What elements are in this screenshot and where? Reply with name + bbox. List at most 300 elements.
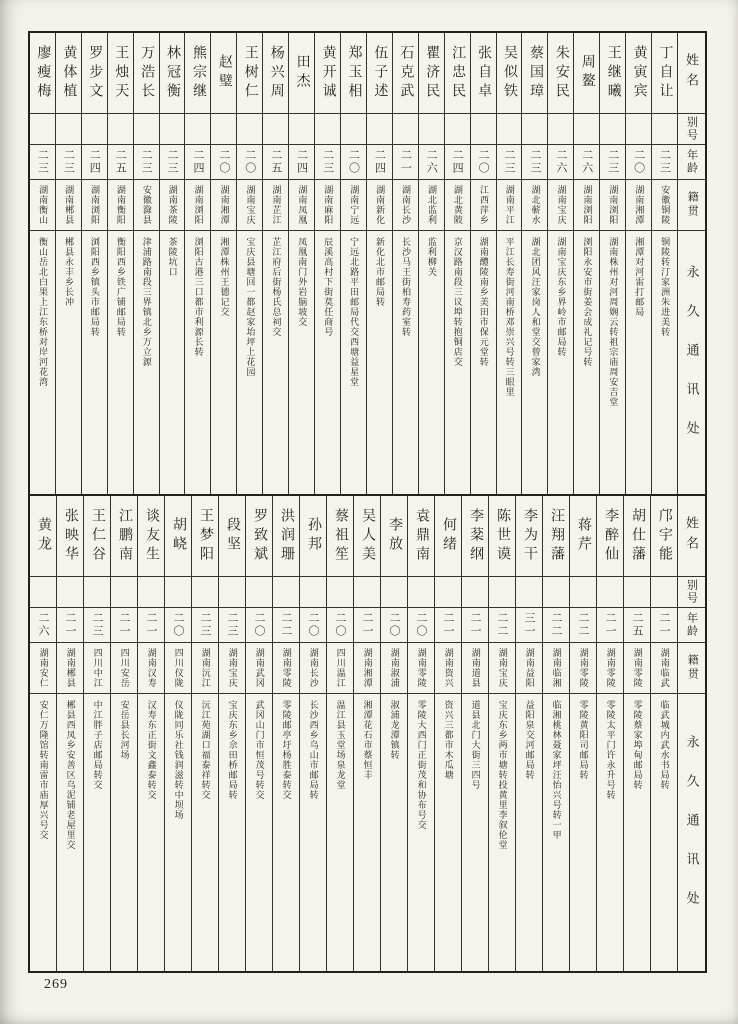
person-age: 二〇 bbox=[408, 608, 434, 643]
person-name: 田杰 bbox=[289, 33, 314, 114]
person-address: 零陵太平门许永升号转 bbox=[605, 700, 616, 800]
person-alias bbox=[138, 577, 164, 608]
person-name: 瞿济民 bbox=[419, 33, 444, 114]
person-name: 张映华 bbox=[57, 496, 83, 577]
person-alias bbox=[165, 577, 191, 608]
person-alias bbox=[273, 577, 299, 608]
person-native-place: 湖南资兴 bbox=[435, 643, 461, 694]
person-name: 熊宗继 bbox=[185, 33, 210, 114]
person-column bbox=[137, 496, 164, 971]
person-column bbox=[366, 33, 392, 494]
person-address: 宝庆东乡两市塘转投黄里李叙伦堂 bbox=[497, 700, 508, 850]
person-age: 二〇 bbox=[237, 145, 262, 180]
person-alias bbox=[219, 577, 245, 608]
person-native-place: 湖南浏阳 bbox=[574, 180, 599, 231]
person-column bbox=[392, 33, 418, 494]
person-alias bbox=[651, 577, 677, 608]
person-native-place: 湖南新化 bbox=[367, 180, 392, 231]
person-native-place: 湖北黄陂 bbox=[445, 180, 470, 231]
person-native-place: 湖南淑浦 bbox=[381, 643, 407, 694]
person-address: 中江胖子店邮局转交 bbox=[92, 700, 103, 790]
person-age: 二三 bbox=[315, 145, 340, 180]
person-name: 杨兴周 bbox=[263, 33, 288, 114]
person-alias bbox=[56, 114, 81, 145]
person-address: 湖南醴陵南乡美田市保元堂转 bbox=[478, 237, 489, 367]
person-name: 江鹏南 bbox=[111, 496, 137, 577]
person-address: 衡阳西乡铁广铺邮局转 bbox=[115, 237, 126, 337]
person-age: 二二 bbox=[543, 608, 569, 643]
person-column bbox=[245, 496, 272, 971]
person-alias bbox=[30, 114, 55, 145]
person-column bbox=[236, 33, 262, 494]
person-age: 二三 bbox=[134, 145, 159, 180]
person-alias bbox=[574, 114, 599, 145]
person-address: 衡山岳北白果上江东桥对岸河花湾 bbox=[38, 237, 49, 387]
person-address: 凤凰南门外岩脑坡交 bbox=[297, 237, 308, 327]
person-address: 零陵黄阳司邮局转 bbox=[578, 700, 589, 780]
person-age: 二四 bbox=[82, 145, 107, 180]
header-native-label: 籍贯 bbox=[678, 643, 705, 694]
person-name: 李为干 bbox=[516, 496, 542, 577]
person-age: 二三 bbox=[600, 145, 625, 180]
person-column bbox=[184, 33, 210, 494]
person-column bbox=[30, 496, 56, 971]
person-native-place: 湖南麻阳 bbox=[315, 180, 340, 231]
person-native-place: 四川中江 bbox=[84, 643, 110, 694]
person-age: 二三 bbox=[219, 608, 245, 643]
person-age: 二二 bbox=[273, 608, 299, 643]
person-name: 周鳌 bbox=[574, 33, 599, 114]
person-address: 监利柳关 bbox=[426, 237, 437, 277]
person-alias bbox=[246, 577, 272, 608]
person-name: 袁鼎南 bbox=[408, 496, 434, 577]
person-age: 二〇 bbox=[165, 608, 191, 643]
register-table-frame bbox=[28, 31, 707, 973]
person-column bbox=[133, 33, 159, 494]
person-column bbox=[288, 33, 314, 494]
person-column bbox=[56, 496, 83, 971]
person-column bbox=[83, 496, 110, 971]
bottom-person-columns bbox=[30, 496, 677, 971]
person-age: 二三 bbox=[522, 145, 547, 180]
person-alias bbox=[381, 577, 407, 608]
person-address: 湘潭对河雷打邮局 bbox=[634, 237, 645, 317]
person-native-place: 湖北监利 bbox=[419, 180, 444, 231]
person-alias bbox=[108, 114, 133, 145]
person-alias bbox=[237, 114, 262, 145]
person-alias bbox=[367, 114, 392, 145]
person-age: 二二 bbox=[570, 608, 596, 643]
register-bottom-section bbox=[30, 496, 705, 971]
person-address: 茶陵坑口 bbox=[167, 237, 178, 277]
person-column bbox=[623, 496, 650, 971]
person-name: 王梦阳 bbox=[192, 496, 218, 577]
person-name: 吴人美 bbox=[354, 496, 380, 577]
person-address: 零陵蔡家埠甸邮局转 bbox=[632, 700, 643, 790]
person-native-place: 湖南宝庆 bbox=[548, 180, 573, 231]
person-column bbox=[299, 496, 326, 971]
person-column bbox=[515, 496, 542, 971]
person-column bbox=[496, 33, 522, 494]
person-native-place: 湖南浏阳 bbox=[82, 180, 107, 231]
person-age: 二一 bbox=[57, 608, 83, 643]
person-column bbox=[314, 33, 340, 494]
person-column bbox=[218, 496, 245, 971]
person-name: 李醉仙 bbox=[597, 496, 623, 577]
person-native-place: 四川温江 bbox=[327, 643, 353, 694]
person-column bbox=[542, 496, 569, 971]
person-address: 资兴三都市木瓜塘 bbox=[443, 700, 454, 780]
person-address: 临武城内武水书局转 bbox=[659, 700, 670, 790]
person-name: 江忠民 bbox=[445, 33, 470, 114]
person-name: 黄龙 bbox=[30, 496, 56, 577]
person-address: 汉寿东正街文鑫泰转交 bbox=[146, 700, 157, 800]
person-column bbox=[159, 33, 185, 494]
person-column bbox=[407, 496, 434, 971]
person-alias bbox=[543, 577, 569, 608]
person-native-place: 湖南沅江 bbox=[192, 643, 218, 694]
person-native-place: 四川仪陇 bbox=[165, 643, 191, 694]
person-age: 二〇 bbox=[246, 608, 272, 643]
person-column bbox=[262, 33, 288, 494]
person-native-place: 安徽铜陵 bbox=[652, 180, 677, 231]
person-age: 二三 bbox=[56, 145, 81, 180]
person-age: 二一 bbox=[393, 145, 418, 180]
header-column-bottom bbox=[677, 496, 705, 971]
person-column bbox=[191, 496, 218, 971]
person-age: 二六 bbox=[30, 608, 56, 643]
person-name: 罗步文 bbox=[82, 33, 107, 114]
person-column bbox=[488, 496, 515, 971]
person-name: 段坚 bbox=[219, 496, 245, 577]
person-name: 林冠衡 bbox=[160, 33, 185, 114]
person-age: 二六 bbox=[574, 145, 599, 180]
person-column bbox=[461, 496, 488, 971]
person-age: 二六 bbox=[548, 145, 573, 180]
person-column bbox=[55, 33, 81, 494]
person-alias bbox=[497, 114, 522, 145]
person-alias bbox=[624, 577, 650, 608]
person-column bbox=[444, 33, 470, 494]
person-native-place: 湖南道县 bbox=[462, 643, 488, 694]
person-age: 二二 bbox=[489, 608, 515, 643]
person-age: 二一 bbox=[597, 608, 623, 643]
person-alias bbox=[315, 114, 340, 145]
person-address: 平江长寿街河南桥邓崇兴号转三眼里 bbox=[504, 237, 515, 397]
top-person-columns bbox=[30, 33, 677, 494]
person-address: 宝庆东乡佘田桥邮局转 bbox=[227, 700, 238, 800]
person-name: 伍子述 bbox=[367, 33, 392, 114]
person-column bbox=[272, 496, 299, 971]
person-alias bbox=[445, 114, 470, 145]
person-column bbox=[110, 496, 137, 971]
person-address: 宝庆县塘回一都赵家坮坪上花园 bbox=[245, 237, 256, 377]
person-age: 二三 bbox=[84, 608, 110, 643]
person-name: 黄开诚 bbox=[315, 33, 340, 114]
person-address: 湘潭花石市蔡恒丰 bbox=[362, 700, 373, 780]
person-address: 长沙西乡乌山市邮局转 bbox=[308, 700, 319, 800]
person-native-place: 湖北蕲水 bbox=[522, 180, 547, 231]
person-name: 汪翔藩 bbox=[543, 496, 569, 577]
person-name: 洪润珊 bbox=[273, 496, 299, 577]
person-address: 郴县西凤乡安善区乌泥铺老屋里交 bbox=[65, 700, 76, 850]
person-native-place: 湖南郴县 bbox=[57, 643, 83, 694]
person-alias bbox=[289, 114, 314, 145]
person-native-place: 湖南汉寿 bbox=[138, 643, 164, 694]
person-name: 王继曦 bbox=[600, 33, 625, 114]
person-name: 蒋芹 bbox=[570, 496, 596, 577]
person-address: 临湘桃林聂家坪汪怡兴号转一甲 bbox=[551, 700, 562, 840]
person-alias bbox=[548, 114, 573, 145]
person-name: 陈世谟 bbox=[489, 496, 515, 577]
person-name: 李棻纲 bbox=[462, 496, 488, 577]
person-name: 孙邦 bbox=[300, 496, 326, 577]
person-name: 王烛天 bbox=[108, 33, 133, 114]
person-age: 二一 bbox=[354, 608, 380, 643]
person-address: 湖北团风汪家岗人和堂交曾家湾 bbox=[530, 237, 541, 377]
person-name: 赵璧 bbox=[211, 33, 236, 114]
person-alias bbox=[471, 114, 496, 145]
person-alias bbox=[134, 114, 159, 145]
person-native-place: 湖南湘潭 bbox=[626, 180, 651, 231]
person-address: 零陵邮亭圩杨胜泰转交 bbox=[281, 700, 292, 800]
person-alias bbox=[516, 577, 542, 608]
person-native-place: 湖南长沙 bbox=[300, 643, 326, 694]
person-name: 石克武 bbox=[393, 33, 418, 114]
person-column bbox=[521, 33, 547, 494]
person-column bbox=[340, 33, 366, 494]
header-alias-label: 别号 bbox=[678, 577, 705, 608]
person-column bbox=[210, 33, 236, 494]
person-address: 浏阳永安市街姜会成礼记号转 bbox=[582, 237, 593, 367]
person-address: 长沙马王街柏寿药室转 bbox=[400, 237, 411, 337]
header-native-label: 籍贯 bbox=[678, 180, 705, 231]
person-column bbox=[547, 33, 573, 494]
person-native-place: 湖南临湘 bbox=[543, 643, 569, 694]
person-address: 芷江府后街杨氏总祠交 bbox=[271, 237, 282, 337]
person-native-place: 湖南长沙 bbox=[393, 180, 418, 231]
person-address: 铜陵转汀家洲朱进美转 bbox=[660, 237, 671, 337]
person-native-place: 湖南郴县 bbox=[56, 180, 81, 231]
person-native-place: 湖南湘潭 bbox=[211, 180, 236, 231]
person-age: 二三 bbox=[192, 608, 218, 643]
person-alias bbox=[626, 114, 651, 145]
person-age: 三一 bbox=[516, 608, 542, 643]
person-age: 二四 bbox=[185, 145, 210, 180]
person-address: 安仁万隆馆转南雷市庙厚兴号交 bbox=[38, 700, 49, 840]
person-alias bbox=[462, 577, 488, 608]
person-native-place: 湖南芷江 bbox=[263, 180, 288, 231]
person-alias bbox=[82, 114, 107, 145]
person-age: 二〇 bbox=[211, 145, 236, 180]
person-column bbox=[573, 33, 599, 494]
person-column bbox=[164, 496, 191, 971]
person-address: 郴县永丰乡长冲 bbox=[63, 237, 74, 307]
person-age: 二五 bbox=[108, 145, 133, 180]
person-native-place: 湖南浏阳 bbox=[185, 180, 210, 231]
person-native-place: 湖南零陵 bbox=[273, 643, 299, 694]
person-name: 李放 bbox=[381, 496, 407, 577]
person-native-place: 湖南宝庆 bbox=[237, 180, 262, 231]
person-alias bbox=[393, 114, 418, 145]
person-alias bbox=[30, 577, 56, 608]
person-name: 朱安民 bbox=[548, 33, 573, 114]
person-address: 湘潭株州王德记交 bbox=[219, 237, 230, 317]
person-column bbox=[599, 33, 625, 494]
person-alias bbox=[211, 114, 236, 145]
person-address: 宁远北路平田邮局代交西塘益星堂 bbox=[349, 237, 360, 387]
person-alias bbox=[652, 114, 677, 145]
person-name: 郑玉相 bbox=[341, 33, 366, 114]
header-alias-label: 别号 bbox=[678, 114, 705, 145]
person-name: 邝宇能 bbox=[651, 496, 677, 577]
person-age: 二四 bbox=[367, 145, 392, 180]
person-alias bbox=[192, 577, 218, 608]
person-native-place: 安徽滁县 bbox=[134, 180, 159, 231]
person-alias bbox=[263, 114, 288, 145]
person-alias bbox=[354, 577, 380, 608]
person-native-place: 湖南茶陵 bbox=[160, 180, 185, 231]
person-native-place: 湖南凤凰 bbox=[289, 180, 314, 231]
person-alias bbox=[522, 114, 547, 145]
person-name: 黄体植 bbox=[56, 33, 81, 114]
person-column bbox=[326, 496, 353, 971]
person-address: 益阳泉交河邮局转 bbox=[524, 700, 535, 780]
header-address-label: 永久通讯处 bbox=[684, 735, 700, 930]
person-age: 二〇 bbox=[300, 608, 326, 643]
person-age: 二〇 bbox=[381, 608, 407, 643]
person-alias bbox=[597, 577, 623, 608]
person-age: 二三 bbox=[30, 145, 55, 180]
person-age: 二〇 bbox=[471, 145, 496, 180]
person-name: 万浩长 bbox=[134, 33, 159, 114]
person-name: 吴似铁 bbox=[497, 33, 522, 114]
person-alias bbox=[341, 114, 366, 145]
person-age: 二一 bbox=[138, 608, 164, 643]
person-alias bbox=[570, 577, 596, 608]
person-name: 王树仁 bbox=[237, 33, 262, 114]
person-address: 新化北市邮局转 bbox=[375, 237, 386, 307]
header-age-label: 年龄 bbox=[678, 145, 705, 180]
person-column bbox=[380, 496, 407, 971]
person-address: 淑浦龙潭镇转 bbox=[389, 700, 400, 760]
person-name: 何绪 bbox=[435, 496, 461, 577]
person-alias bbox=[111, 577, 137, 608]
person-column bbox=[434, 496, 461, 971]
header-address-label: 永久通讯处 bbox=[684, 265, 700, 460]
person-native-place: 湖南益阳 bbox=[516, 643, 542, 694]
person-alias bbox=[600, 114, 625, 145]
person-column bbox=[625, 33, 651, 494]
person-alias bbox=[327, 577, 353, 608]
person-address: 辰溪高村下街莫任商号 bbox=[323, 237, 334, 337]
person-age: 二三 bbox=[497, 145, 522, 180]
person-age: 二〇 bbox=[327, 608, 353, 643]
person-age: 二五 bbox=[263, 145, 288, 180]
person-native-place: 湖南湘潭 bbox=[354, 643, 380, 694]
header-name-label: 姓名 bbox=[678, 33, 705, 114]
person-alias bbox=[419, 114, 444, 145]
person-column bbox=[81, 33, 107, 494]
person-address: 湖南株州对河周娴云转祖宗庙周安吉堂 bbox=[608, 237, 619, 407]
person-address: 沅江苑湖口福泰祥转交 bbox=[200, 700, 211, 800]
person-age: 二三 bbox=[652, 145, 677, 180]
person-age: 二三 bbox=[160, 145, 185, 180]
person-alias bbox=[185, 114, 210, 145]
person-native-place: 湖南零陵 bbox=[408, 643, 434, 694]
person-name: 蔡国璋 bbox=[522, 33, 547, 114]
person-name: 罗致斌 bbox=[246, 496, 272, 577]
person-column bbox=[470, 33, 496, 494]
person-alias bbox=[84, 577, 110, 608]
register-top-section bbox=[30, 33, 705, 496]
person-address: 津浦路南段三界镇北乡万立源 bbox=[141, 237, 152, 367]
person-age: 二一 bbox=[462, 608, 488, 643]
person-alias bbox=[300, 577, 326, 608]
person-name: 丁自让 bbox=[652, 33, 677, 114]
person-address: 浏阳西乡镇头市邮局转 bbox=[89, 237, 100, 337]
person-native-place: 湖南浏阳 bbox=[600, 180, 625, 231]
person-name: 谈友生 bbox=[138, 496, 164, 577]
person-column bbox=[651, 33, 677, 494]
person-address: 浏阳古港三口都市利源长转 bbox=[193, 237, 204, 357]
person-age: 二四 bbox=[289, 145, 314, 180]
person-column bbox=[569, 496, 596, 971]
person-column bbox=[353, 496, 380, 971]
person-address: 零陵大西门正街茂和协布号交 bbox=[416, 700, 427, 830]
person-native-place: 湖南零陵 bbox=[597, 643, 623, 694]
person-native-place: 湖南临武 bbox=[651, 643, 677, 694]
person-name: 胡仕藩 bbox=[624, 496, 650, 577]
person-age: 二五 bbox=[624, 608, 650, 643]
person-name: 蔡祖笙 bbox=[327, 496, 353, 577]
person-native-place: 湖南宝庆 bbox=[489, 643, 515, 694]
person-address: 京汉路南段三议埠转抱铜店交 bbox=[452, 237, 463, 367]
person-address: 道县北门大街三四号 bbox=[470, 700, 481, 790]
person-age: 二一 bbox=[111, 608, 137, 643]
person-name: 黄寅宾 bbox=[626, 33, 651, 114]
person-native-place: 江西萍乡 bbox=[471, 180, 496, 231]
page-number: 269 bbox=[44, 977, 68, 992]
person-address: 仪陇同乐社钱润滋转中坝场 bbox=[173, 700, 184, 820]
person-name: 廖瘦梅 bbox=[30, 33, 55, 114]
header-name-label: 姓名 bbox=[678, 496, 705, 577]
person-column bbox=[650, 496, 677, 971]
person-column bbox=[30, 33, 55, 494]
header-age-label: 年龄 bbox=[678, 608, 705, 643]
person-address: 温江县玉堂场泉龙堂 bbox=[335, 700, 346, 790]
person-age: 二一 bbox=[651, 608, 677, 643]
person-native-place: 湖南零陵 bbox=[570, 643, 596, 694]
header-column-top bbox=[677, 33, 705, 494]
person-column bbox=[418, 33, 444, 494]
person-native-place: 湖南衡山 bbox=[30, 180, 55, 231]
person-name: 胡峣 bbox=[165, 496, 191, 577]
person-name: 张自卓 bbox=[471, 33, 496, 114]
person-alias bbox=[160, 114, 185, 145]
person-column bbox=[107, 33, 133, 494]
person-native-place: 湖南安仁 bbox=[30, 643, 56, 694]
person-native-place: 湖南宁远 bbox=[341, 180, 366, 231]
person-alias bbox=[435, 577, 461, 608]
person-native-place: 四川安岳 bbox=[111, 643, 137, 694]
person-native-place: 湖南武冈 bbox=[246, 643, 272, 694]
person-native-place: 湖南衡阳 bbox=[108, 180, 133, 231]
person-name: 王仁谷 bbox=[84, 496, 110, 577]
person-age: 二一 bbox=[435, 608, 461, 643]
person-column bbox=[596, 496, 623, 971]
person-alias bbox=[489, 577, 515, 608]
